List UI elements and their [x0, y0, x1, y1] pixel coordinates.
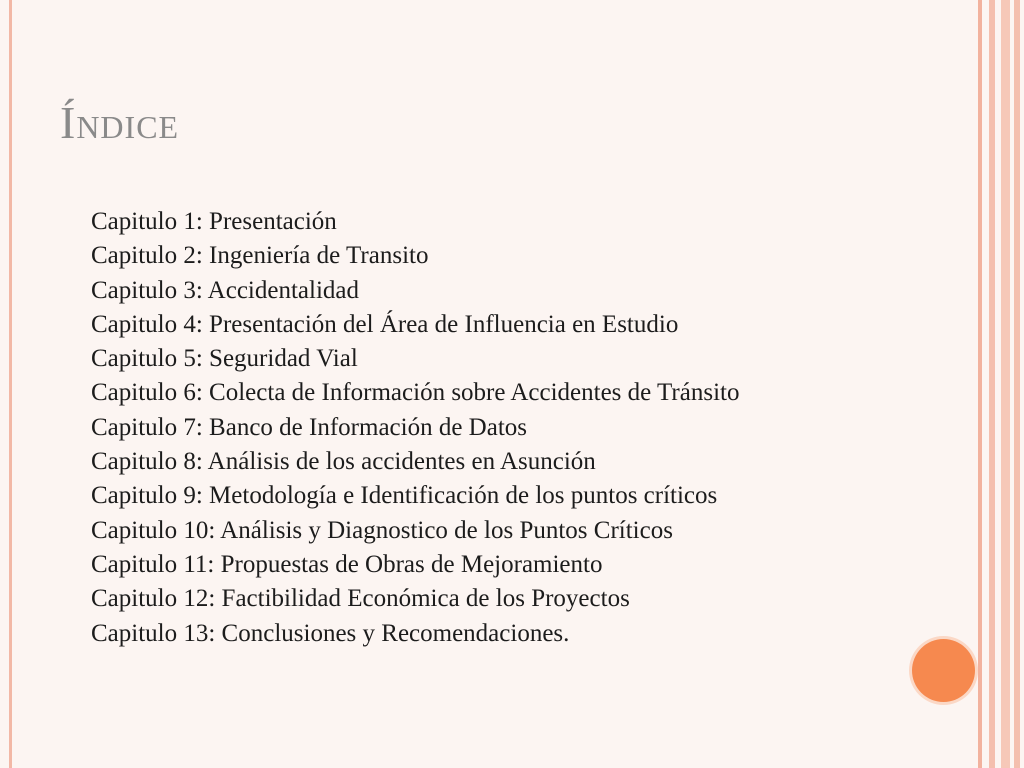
- right-frame-stripe: [1014, 0, 1020, 768]
- left-frame-line: [9, 0, 12, 768]
- right-frame-stripe: [989, 0, 995, 768]
- chapter-item: Capitulo 9: Metodología e Identificación de los puntos críticos: [91, 482, 718, 510]
- chapter-item: Capitulo 1: Presentación: [91, 208, 337, 235]
- chapter-item: Capitulo 5: Seguridad Vial: [91, 345, 358, 373]
- right-frame-stripe: [1001, 0, 1010, 768]
- chapter-item: Capitulo 4: Presentación del Área de Influencia en Estudio: [91, 310, 679, 338]
- chapter-item: Capitulo 11: Propuestas de Obras de Mejoramiento: [91, 550, 603, 578]
- chapter-item: Capitulo 7: Banco de Información de Datos: [91, 413, 527, 441]
- chapter-item: Capitulo 10: Análisis y Diagnostico de los Puntos Críticos: [91, 516, 673, 544]
- slide-title: Índice: [60, 97, 180, 148]
- chapter-item: Capitulo 13: Conclusiones y Recomendaciones.: [91, 619, 570, 647]
- chapter-item: Capitulo 3: Accidentalidad: [91, 276, 359, 304]
- decorative-orange-circle: [912, 639, 975, 702]
- chapter-item: Capitulo 12: Factibilidad Económica de los Proyectos: [91, 585, 630, 613]
- chapter-item: Capitulo 2: Ingeniería de Transito: [91, 242, 429, 270]
- chapter-list: [91, 205, 739, 651]
- right-frame-stripe: [978, 0, 982, 768]
- chapter-item: Capitulo 8: Análisis de los accidentes en Asunción: [91, 448, 596, 476]
- chapter-item: Capitulo 6: Colecta de Información sobre Accidentes de Tránsito: [91, 379, 740, 407]
